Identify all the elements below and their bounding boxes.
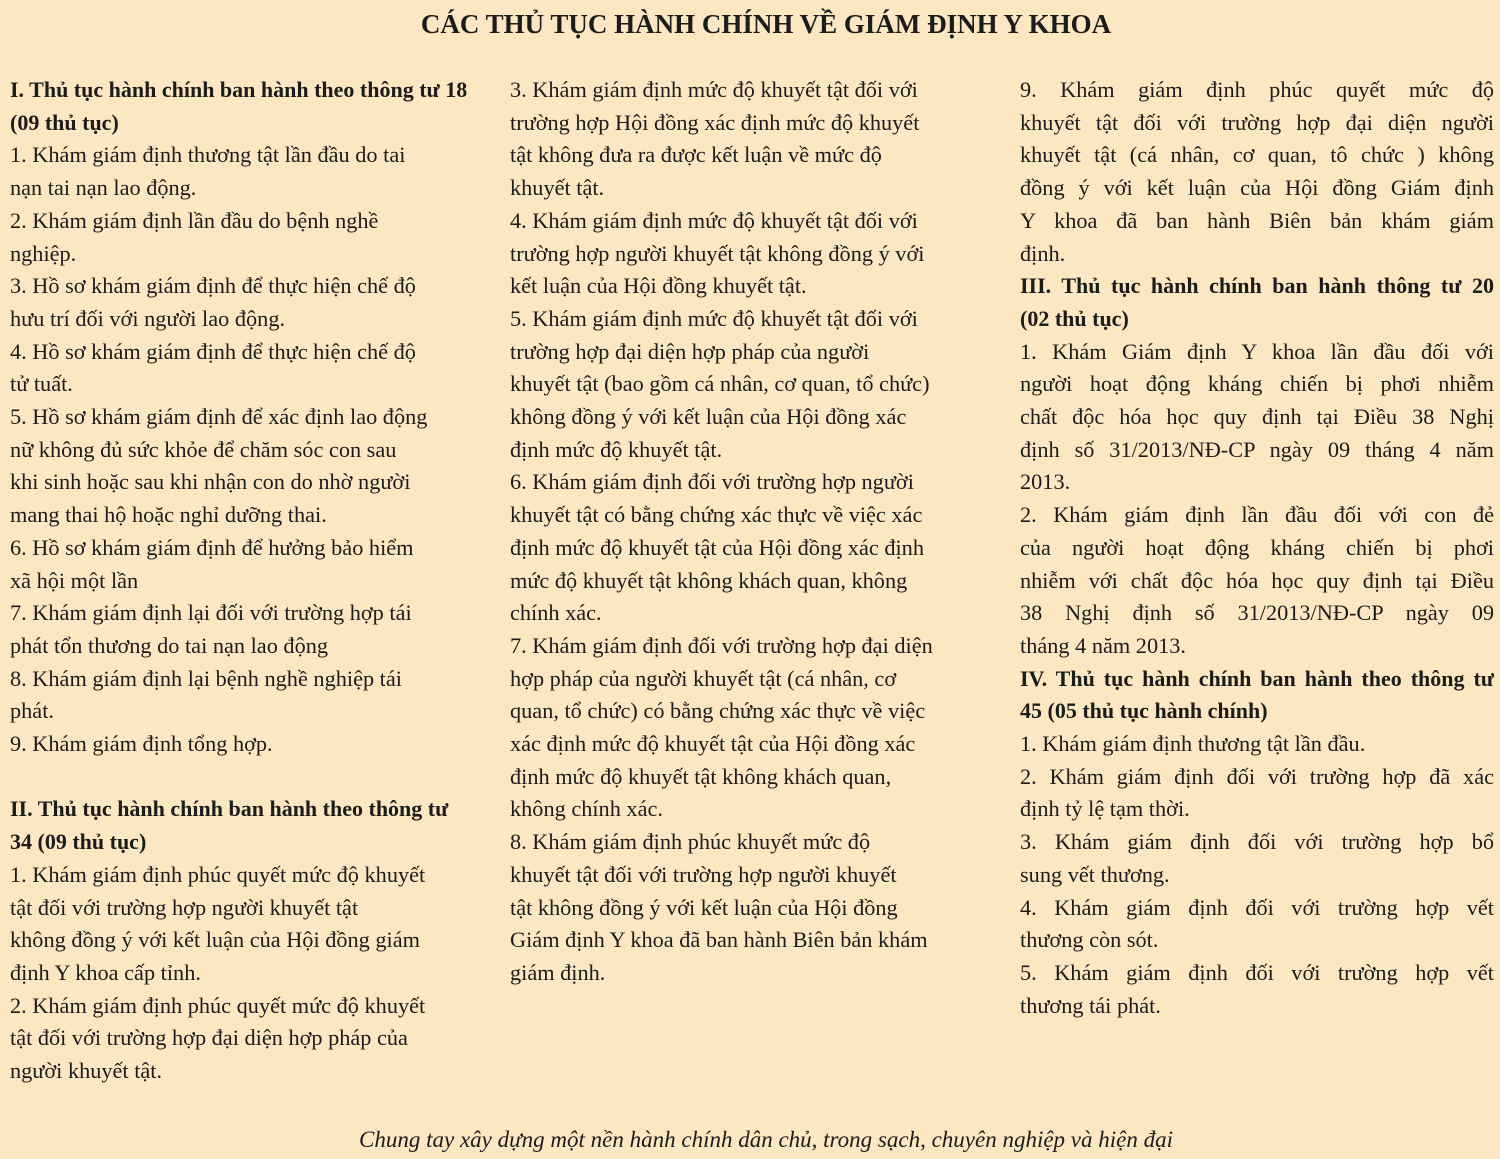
list-item-line: tật đối với trường hợp đại diện hợp pháp của xyxy=(10,1025,408,1051)
list-item-line: người khuyết tật. xyxy=(10,1058,163,1084)
list-item-line: phát tổn thương do tai nạn lao động xyxy=(10,632,329,658)
list-item-line: định mức độ khuyết tật của Hội đồng xác định xyxy=(510,534,924,560)
list-item-line: 1. Khám giám định phúc quyết mức độ khuyết xyxy=(10,861,426,887)
list-item-line: 8. Khám giám định phúc khuyết mức độ xyxy=(510,829,871,855)
list-item-line: không đồng ý với kết luận của Hội đồng xác xyxy=(510,404,907,430)
list-item-line: không chính xác. xyxy=(510,796,663,822)
list-item-line: của người hoạt động kháng chiến bị phơi xyxy=(1020,534,1494,560)
list-item-line: mang thai hộ hoặc nghỉ dưỡng thai. xyxy=(10,502,327,528)
list-item-line: 38 Nghị định số 31/2013/NĐ-CP ngày 09 xyxy=(1020,600,1494,626)
list-item-line: không đồng ý với kết luận của Hội đồng giám xyxy=(10,927,420,953)
list-item-line: 6. Khám giám định đối với trường hợp người xyxy=(510,469,914,495)
list-item-line: 5. Hồ sơ khám giám định để xác định lao động xyxy=(10,404,428,430)
list-item-line: 3. Khám giám định mức độ khuyết tật đối với xyxy=(510,77,918,102)
list-item-line: hợp pháp của người khuyết tật (cá nhân, cơ xyxy=(510,665,897,691)
list-item-line: khuyết tật. xyxy=(510,175,605,201)
list-item-line: thương còn sót. xyxy=(1020,927,1159,953)
list-item-line: chính xác. xyxy=(510,600,602,626)
list-item-line: xác định mức độ khuyết tật của Hội đồng xác xyxy=(510,731,916,757)
column-1 xyxy=(10,74,490,1088)
list-item-line: 1. Khám giám định thương tật lần đầu. xyxy=(1020,731,1366,757)
list-item-line: định tỷ lệ tạm thời. xyxy=(1020,796,1190,822)
list-item-line: người hoạt động kháng chiến bị phơi nhiễm xyxy=(1020,371,1494,397)
list-item-line: khuyết tật (bao gồm cá nhân, cơ quan, tổ chức) xyxy=(510,371,930,397)
list-item-line: khuyết tật (cá nhân, cơ quan, tô chức ) không xyxy=(1020,142,1494,168)
list-item-line: mức độ khuyết tật không khách quan, không xyxy=(510,567,908,593)
list-item-line: 1. Khám Giám định Y khoa lần đầu đối với xyxy=(1020,338,1494,364)
list-item-line: định mức độ khuyết tật. xyxy=(510,436,723,462)
list-item-line: 7. Khám giám định đối với trường hợp đại diện xyxy=(510,632,933,658)
list-item-line: Y khoa đã ban hành Biên bản khám giám xyxy=(1020,207,1494,233)
list-item-line: tử tuất. xyxy=(10,371,73,397)
list-item-line: 4. Khám giám định đối với trường hợp vết xyxy=(1020,894,1494,920)
list-item-line: tháng 4 năm 2013. xyxy=(1020,632,1186,658)
list-item-line: 5. Khám giám định đối với trường hợp vết xyxy=(1020,959,1494,985)
list-item-line: 3. Hồ sơ khám giám định để thực hiện chế độ xyxy=(10,273,416,299)
list-item-line: trường hợp đại diện hợp pháp của người xyxy=(510,338,870,364)
list-item-line: 3. Khám giám định đối với trường hợp bổ xyxy=(1020,829,1494,855)
section-heading-line: (09 thủ tục) xyxy=(10,109,119,135)
list-item-line: 4. Hồ sơ khám giám định để thực hiện chế độ xyxy=(10,338,416,364)
list-item-line: 2. Khám giám định đối với trường hợp đã xác xyxy=(1020,763,1494,789)
list-item-line: khuyết tật đối với trường hợp đại diện người xyxy=(1020,109,1494,135)
list-item-line: 2. Khám giám định phúc quyết mức độ khuyết xyxy=(10,992,426,1018)
list-item-line: quan, tổ chức) có bằng chứng xác thực về việc xyxy=(510,698,926,724)
column-2 xyxy=(510,74,1002,990)
list-item-line: 1. Khám giám định thương tật lần đầu do tai xyxy=(10,142,406,168)
list-item-line: tật không đưa ra được kết luận về mức độ xyxy=(510,142,882,168)
list-item-line: Giám định Y khoa đã ban hành Biên bản khám xyxy=(510,927,928,953)
list-item-line: 9. Khám giám định phúc quyết mức độ xyxy=(1020,77,1494,102)
section-heading-line: 45 (05 thủ tục hành chính) xyxy=(1020,698,1268,724)
list-item-line: định số 31/2013/NĐ-CP ngày 09 tháng 4 năm xyxy=(1020,436,1494,462)
list-item-line: 6. Hồ sơ khám giám định để hưởng bảo hiểm xyxy=(10,534,414,560)
list-item-line: đồng ý với kết luận của Hội đồng Giám định xyxy=(1020,175,1494,201)
list-item-line: nghiệp. xyxy=(10,240,77,266)
list-item-line: 4. Khám giám định mức độ khuyết tật đối với xyxy=(510,207,918,233)
list-item-line: định mức độ khuyết tật không khách quan, xyxy=(510,763,892,789)
list-item-line: xã hội một lần xyxy=(10,567,139,593)
list-item-line: 7. Khám giám định lại đối với trường hợp tái xyxy=(10,600,412,626)
column-3 xyxy=(1020,74,1494,1022)
list-item-line: phát. xyxy=(10,698,54,724)
list-item-line: 9. Khám giám định tổng hợp. xyxy=(10,731,273,757)
list-item-line: định. xyxy=(1020,240,1066,266)
footer-slogan: Chung tay xây dựng một nền hành chính dân chủ, trong sạch, chuyên nghiệp và hiện đại xyxy=(359,1127,1173,1152)
list-item-line: 5. Khám giám định mức độ khuyết tật đối với xyxy=(510,305,918,331)
list-item-line: kết luận của Hội đồng khuyết tật. xyxy=(510,273,807,299)
section-heading-line: 34 (09 thủ tục) xyxy=(10,829,147,855)
list-item-line: thương tái phát. xyxy=(1020,992,1161,1018)
list-item-line: 2. Khám giám định lần đầu đối với con đẻ xyxy=(1020,502,1494,528)
section-heading-line: IV. Thủ tục hành chính ban hành theo thông tư xyxy=(1020,665,1494,691)
document-title: CÁC THỦ TỤC HÀNH CHÍNH VỀ GIÁM ĐỊNH Y KHOA xyxy=(420,9,1112,39)
section-heading-line: III. Thủ tục hành chính ban hành thông tư 20 xyxy=(1020,273,1494,299)
list-item-line: nhiễm với chất độc hóa học quy định tại Điều xyxy=(1020,567,1494,593)
section-spacer xyxy=(10,761,490,794)
list-item-line: nữ không đủ sức khỏe để chăm sóc con sau xyxy=(10,436,397,462)
list-item-line: sung vết thương. xyxy=(1020,861,1170,887)
list-item-line: khuyết tật có bằng chứng xác thực về việc xác xyxy=(510,502,923,528)
list-item-line: 8. Khám giám định lại bệnh nghề nghiệp tái xyxy=(10,665,402,691)
list-item-line: định Y khoa cấp tỉnh. xyxy=(10,959,201,985)
section-heading-line: I. Thủ tục hành chính ban hành theo thông tư 18 xyxy=(10,77,468,102)
list-item-line: hưu trí đối với người lao động. xyxy=(10,305,286,331)
list-item-line: trường hợp Hội đồng xác định mức độ khuyết xyxy=(510,109,920,135)
section-heading-line: II. Thủ tục hành chính ban hành theo thông tư xyxy=(10,796,449,822)
list-item-line: giám định. xyxy=(510,959,606,985)
list-item-line: 2013. xyxy=(1020,469,1071,495)
list-item-line: trường hợp người khuyết tật không đồng ý với xyxy=(510,240,925,266)
list-item-line: tật không đồng ý với kết luận của Hội đồng xyxy=(510,894,898,920)
list-item-line: chất độc hóa học quy định tại Điều 38 Nghị xyxy=(1020,404,1494,430)
list-item-line: 2. Khám giám định lần đầu do bệnh nghề xyxy=(10,207,379,233)
list-item-line: khi sinh hoặc sau khi nhận con do nhờ người xyxy=(10,469,411,495)
list-item-line: tật đối với trường hợp người khuyết tật xyxy=(10,894,359,920)
list-item-line: khuyết tật đối với trường hợp người khuyết xyxy=(510,861,897,887)
section-heading-line: (02 thủ tục) xyxy=(1020,305,1129,331)
list-item-line: nạn tai nạn lao động. xyxy=(10,175,197,201)
